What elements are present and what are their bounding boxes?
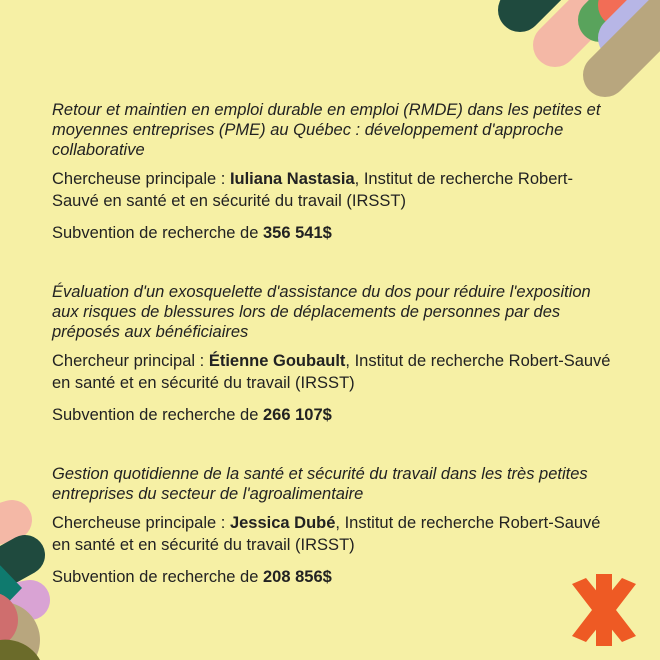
- project-title: Gestion quotidienne de la santé et sécurité du travail dans les très petites entreprises du secteur de l'agroalimentaire: [52, 465, 588, 503]
- grant-label: Subvention de recherche de: [52, 406, 263, 424]
- researcher-line: [52, 350, 612, 394]
- grant-label: Subvention de recherche de: [52, 224, 263, 242]
- grant-line: [52, 566, 612, 588]
- researcher-name: Étienne Goubault: [208, 352, 346, 370]
- researcher-name: Jessica Dubé: [229, 514, 336, 532]
- grant-line: [52, 222, 612, 244]
- affiliation: , Institut de recherche Robert-Sauvé en santé et en sécurité du travail (IRSST): [52, 514, 601, 554]
- researcher-line: [52, 168, 612, 212]
- role-label: Chercheur principal :: [52, 352, 209, 370]
- affiliation: , Institut de recherche Robert-Sauvé en santé et en sécurité du travail (IRSST): [52, 170, 573, 210]
- project-item: [52, 464, 612, 588]
- researcher-line: [52, 512, 612, 556]
- top-right-shape-cluster: [520, 0, 660, 75]
- grant-amount: 208 856$: [262, 568, 332, 586]
- grant-line: [52, 404, 612, 426]
- grant-amount: 266 107$: [262, 406, 332, 424]
- grant-amount: 356 541$: [262, 224, 332, 242]
- grant-label: Subvention de recherche de: [52, 568, 263, 586]
- role-label: Chercheuse principale :: [52, 514, 230, 532]
- projects-list: [52, 100, 612, 588]
- role-label: Chercheuse principale :: [52, 170, 230, 188]
- project-title: Évaluation d'un exosquelette d'assistance du dos pour réduire l'exposition aux risques de blessures lors de déplacements de personnes par des préposés aux bénéficiaires: [52, 283, 591, 341]
- project-title: Retour et maintien en emploi durable en emploi (RMDE) dans les petites et moyennes entreprises (PME) au Québec : développement d'approche collaborative: [52, 101, 601, 159]
- bottom-left-shape-cluster: [0, 520, 40, 660]
- project-item: [52, 282, 612, 426]
- project-item: [52, 100, 612, 244]
- affiliation: , Institut de recherche Robert-Sauvé en santé et en sécurité du travail (IRSST): [52, 352, 611, 392]
- researcher-name: Iuliana Nastasia: [229, 170, 355, 188]
